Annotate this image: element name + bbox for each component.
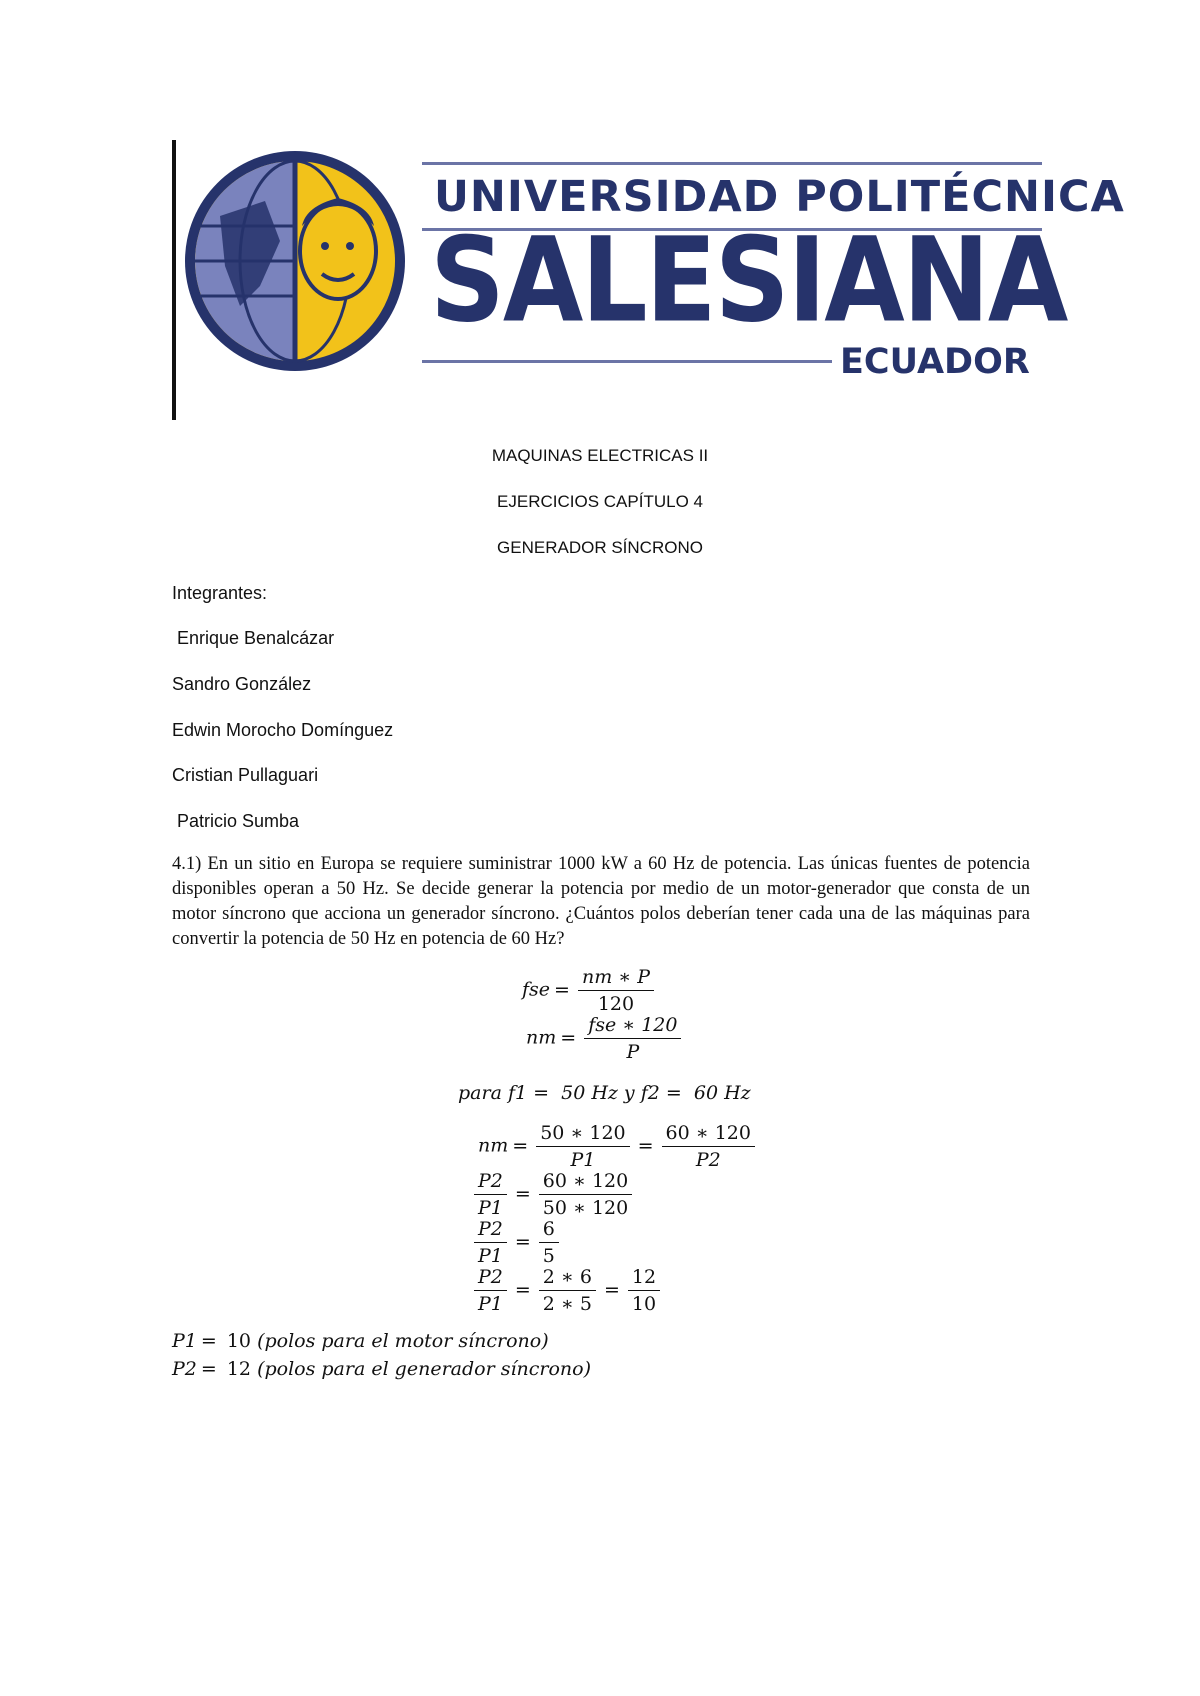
logo-left-bar	[172, 140, 176, 420]
result-value: 12	[220, 1358, 252, 1380]
fraction	[584, 1014, 681, 1063]
chapter-title: EJERCICIOS CAPÍTULO 4	[497, 492, 703, 511]
fraction	[474, 1266, 507, 1315]
denominator: 10	[631, 1293, 657, 1315]
equals-sign: =	[554, 978, 570, 1001]
numerator: 2 ∗ 6	[539, 1266, 596, 1291]
equals-sign: =	[514, 1278, 531, 1301]
team-member: Sandro González	[172, 674, 312, 694]
denominator: 50 ∗ 120	[542, 1197, 629, 1219]
numerator: P2	[474, 1170, 507, 1195]
equation-fse	[522, 966, 658, 1015]
numerator: 12	[628, 1266, 660, 1291]
denominator: 5	[542, 1245, 555, 1267]
numerator: P2	[474, 1266, 507, 1291]
university-line: UNIVERSIDAD POLITÉCNICA	[434, 172, 1125, 222]
equals-sign: =	[560, 1026, 577, 1049]
numerator: fse ∗ 120	[584, 1014, 681, 1039]
fraction	[662, 1122, 755, 1171]
equals-sign: =	[200, 1330, 217, 1352]
equals-sign: =	[637, 1134, 654, 1157]
team-member: Enrique Benalcázar	[172, 628, 335, 648]
numerator: nm ∗ P	[578, 966, 654, 991]
result-p1	[172, 1330, 549, 1352]
result-p2	[172, 1358, 591, 1380]
fraction	[539, 1170, 632, 1219]
result-value: 10	[220, 1330, 252, 1352]
country-label: ECUADOR	[840, 342, 1030, 382]
globe-emblem-icon	[180, 146, 410, 376]
fraction	[536, 1122, 629, 1171]
denominator: P1	[478, 1197, 503, 1219]
team-member: Patricio Sumba	[172, 811, 300, 831]
equation-nm-poles	[478, 1122, 759, 1171]
equals-sign: =	[514, 1182, 531, 1205]
course-title: MAQUINAS ELECTRICAS II	[491, 446, 709, 465]
university-name: SALESIANA	[430, 211, 1067, 349]
denominator: P2	[695, 1149, 721, 1171]
equation-nm	[526, 1014, 685, 1063]
equals-sign: =	[603, 1278, 620, 1301]
team-member: Edwin Morocho Domínguez	[172, 720, 394, 740]
result-note: (polos para el generador síncrono)	[257, 1358, 592, 1380]
equation-lhs: fse	[522, 978, 551, 1001]
numerator: P2	[474, 1218, 507, 1243]
team-member: Cristian Pullaguari	[172, 765, 319, 785]
denominator: P1	[570, 1149, 596, 1171]
university-logo	[172, 140, 1125, 420]
frequency-condition: para f1 = 50 Hz y f2 = 60 Hz	[458, 1082, 751, 1104]
fraction	[539, 1266, 596, 1315]
equation-ratio-3	[470, 1266, 664, 1315]
equation-ratio-1	[470, 1170, 636, 1219]
denominator: 2 ∗ 5	[542, 1293, 592, 1315]
result-variable: P2	[172, 1358, 197, 1380]
equals-sign: =	[514, 1230, 531, 1253]
result-note: (polos para el motor síncrono)	[257, 1330, 549, 1352]
fraction	[474, 1170, 507, 1219]
numerator: 50 ∗ 120	[536, 1122, 629, 1147]
topic-title: GENERADOR SÍNCRONO	[497, 538, 703, 557]
team-label: Integrantes:	[172, 583, 268, 603]
fraction	[474, 1218, 507, 1267]
equals-sign: =	[512, 1134, 529, 1157]
denominator: P1	[478, 1293, 503, 1315]
result-variable: P1	[172, 1330, 197, 1352]
fraction	[628, 1266, 660, 1315]
equation-lhs: nm	[478, 1134, 509, 1157]
numerator: 6	[539, 1218, 559, 1243]
logo-top-rule	[422, 162, 1042, 165]
fraction	[539, 1218, 559, 1267]
equals-sign: =	[200, 1358, 217, 1380]
denominator: P	[626, 1041, 640, 1063]
logo-bottom-rule	[422, 360, 832, 363]
numerator: 60 ∗ 120	[662, 1122, 755, 1147]
denominator: P1	[478, 1245, 503, 1267]
denominator: 120	[597, 993, 635, 1015]
equation-ratio-2	[470, 1218, 563, 1267]
fraction	[578, 966, 654, 1015]
equation-lhs: nm	[526, 1026, 557, 1049]
problem-statement: 4.1) En un sitio en Europa se requiere suministrar 1000 kW a 60 Hz de potencia. Las únicas fuentes de potencia disponibles operan a 50 Hz. Se decide generar la potencia por medio de un motor-generador que consta de un motor síncrono que acciona un generador síncrono. ¿Cuántos polos deberían tener cada una de las máquinas para convertir la potencia de 50 Hz en potencia de 60 Hz?	[172, 854, 1030, 949]
numerator: 60 ∗ 120	[539, 1170, 632, 1195]
